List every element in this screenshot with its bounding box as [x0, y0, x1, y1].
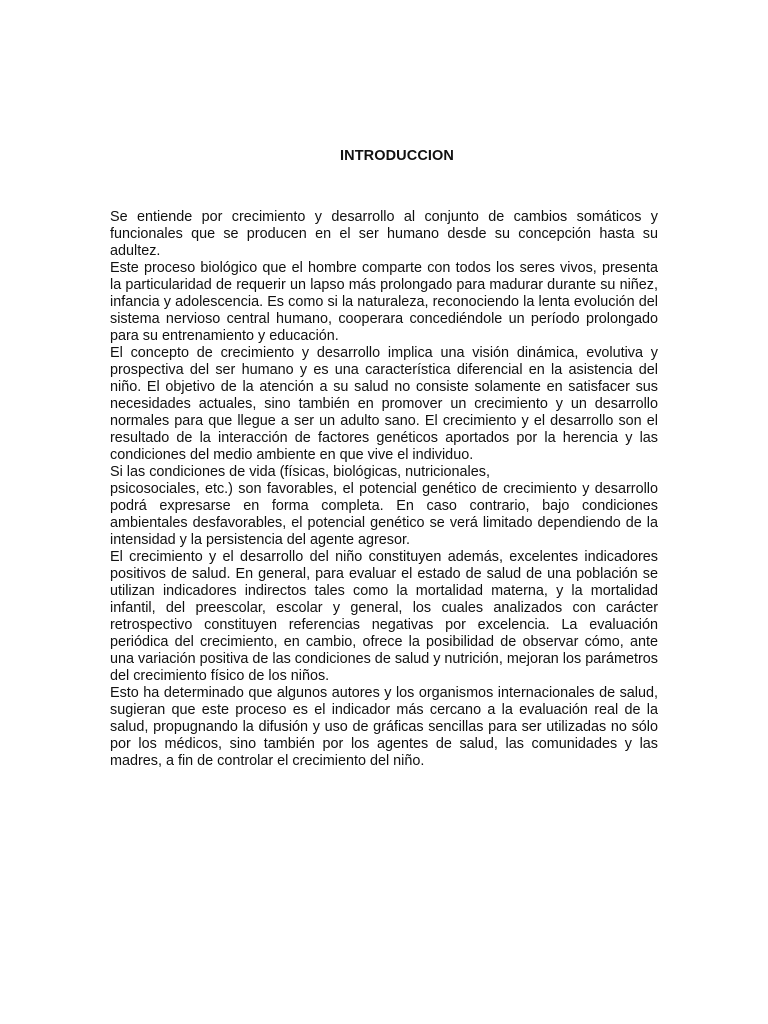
paragraph-1: Se entiende por crecimiento y desarrollo al conjunto de cambios somáticos y funcionales que se producen en el ser humano desde su concepción hasta su adultez. [110, 209, 658, 259]
paragraph-2: Este proceso biológico que el hombre comparte con todos los seres vivos, presenta la particularidad de requerir un lapso más prolongado para madurar durante su niñez, infancia y adolescencia. Es como si la naturaleza, reconociendo la lenta evolución del sistema nervioso central humano, cooperara concediéndole un período prolongado para su entrenamiento y educación. [110, 260, 658, 344]
paragraph-5: psicosociales, etc.) son favorables, el potencial genético de crecimiento y desarrollo podrá expresarse en forma completa. En caso contrario, bajo condiciones ambientales desfavorables, el potencial genético se verá limitado dependiendo de la intensidad y la persistencia del agente agresor. [110, 481, 658, 548]
paragraph-6: El crecimiento y el desarrollo del niño constituyen además, excelentes indicadores positivos de salud. En general, para evaluar el estado de salud de una población se utilizan indicadores indirectos tales como la mortalidad materna, y la mortalidad infantil, del preescolar, escolar y general, los cuales analizados con carácter retrospectivo constituyen referencias negativas por excelencia. La evaluación periódica del crecimiento, en cambio, ofrece la posibilidad de observar cómo, ante una variación positiva de las condiciones de salud y nutrición, mejoran los parámetros del crecimiento físico de los niños. [110, 549, 658, 684]
document-title: INTRODUCCION [340, 148, 454, 164]
paragraph-7: Esto ha determinado que algunos autores y los organismos internacionales de salud, sugieran que este proceso es el indicador más cercano a la evaluación real de la salud, propugnando la difusión y uso de gráficas sencillas para ser utilizadas no sólo por los médicos, sino también por los agentes de salud, las comunidades y las madres, a fin de controlar el crecimiento del niño. [110, 685, 658, 769]
paragraph-4: Si las condiciones de vida (físicas, biológicas, nutricionales, [110, 464, 490, 480]
paragraph-3: El concepto de crecimiento y desarrollo implica una visión dinámica, evolutiva y prospectiva del ser humano y es una característica diferencial en la asistencia del niño. El objetivo de la atención a su salud no consiste solamente en satisfacer sus necesidades actuales, sino también en promover un crecimiento y un desarrollo normales para que llegue a ser un adulto sano. El crecimiento y el desarrollo son el resultado de la interacción de factores genéticos aportados por la herencia y las condiciones del medio ambiente en que vive el individuo. [110, 345, 658, 463]
document-body [110, 209, 658, 770]
